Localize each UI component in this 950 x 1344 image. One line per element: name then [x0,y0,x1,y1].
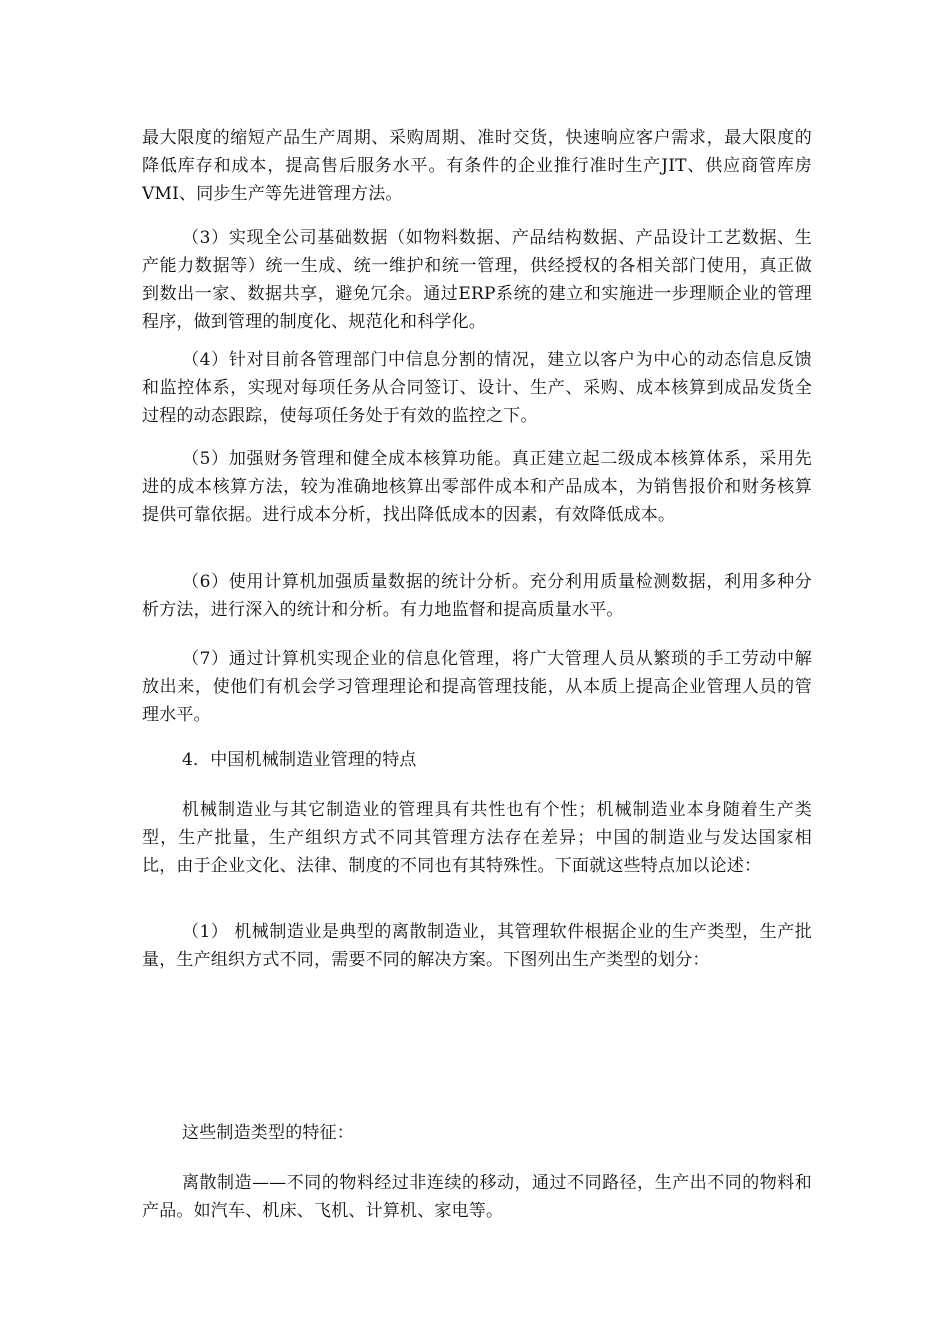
paragraph-item-5: （5）加强财务管理和健全成本核算功能。真正建立起二级成本核算体系，采用先进的成本核算方法，较为准确地核算出零部件成本和产品成本，为销售报价和财务核算提供可靠依据。进行成本分析，找出降低成本的因素，有效降低成本。 [142,449,812,525]
paragraph-features-lead: 这些制造类型的特征： [182,1123,354,1143]
paragraph-item-7: （7）通过计算机实现企业的信息化管理，将广大管理人员从繁琐的手工劳动中解放出来，使他们有机会学习管理理论和提高管理技能，从本质上提高企业管理人员的管理水平。 [142,649,812,725]
paragraph-intro: 机械制造业与其它制造业的管理具有共性也有个性；机械制造业本身随着生产类型，生产批量，生产组织方式不同其管理方法存在差异；中国的制造业与发达国家相比，由于企业文化、法律、制度的不同也有其特殊性。下面就这些特点加以论述： [142,800,812,876]
paragraph-continuation: 最大限度的缩短产品生产周期、采购周期、准时交货，快速响应客户需求，最大限度的降低库存和成本，提高售后服务水平。有条件的企业推行准时生产JIT、供应商管库房VMI、同步生产等先进管理方法。 [142,128,812,204]
paragraph-item-4: （4）针对目前各管理部门中信息分割的情况，建立以客户为中心的动态信息反馈和监控体系，实现对每项任务从合同签订、设计、生产、采购、成本核算到成品发货全过程的动态跟踪，使每项任务处于有效的监控之下。 [142,350,812,426]
paragraph-item-6: （6）使用计算机加强质量数据的统计分析。充分利用质量检测数据，利用多种分析方法，进行深入的统计和分析。有力地监督和提高质量水平。 [142,572,812,620]
paragraph-discrete-manufacturing: 离散制造——不同的物料经过非连续的移动，通过不同路径，生产出不同的物料和产品。如汽车、机床、飞机、计算机、家电等。 [142,1173,812,1221]
paragraph-point-1: （1） 机械制造业是典型的离散制造业，其管理软件根据企业的生产类型，生产批量，生产组织方式不同，需要不同的解决方案。下图列出生产类型的划分： [142,922,812,970]
section-heading: 4．中国机械制造业管理的特点 [182,750,417,770]
paragraph-item-3: （3）实现全公司基础数据（如物料数据、产品结构数据、产品设计工艺数据、生产能力数据等）统一生成、统一维护和统一管理，供经授权的各相关部门使用，真正做到数出一家、数据共享，避免冗余。通过ERP系统的建立和实施进一步理顺企业的管理程序，做到管理的制度化、规范化和科学化。 [142,228,812,332]
